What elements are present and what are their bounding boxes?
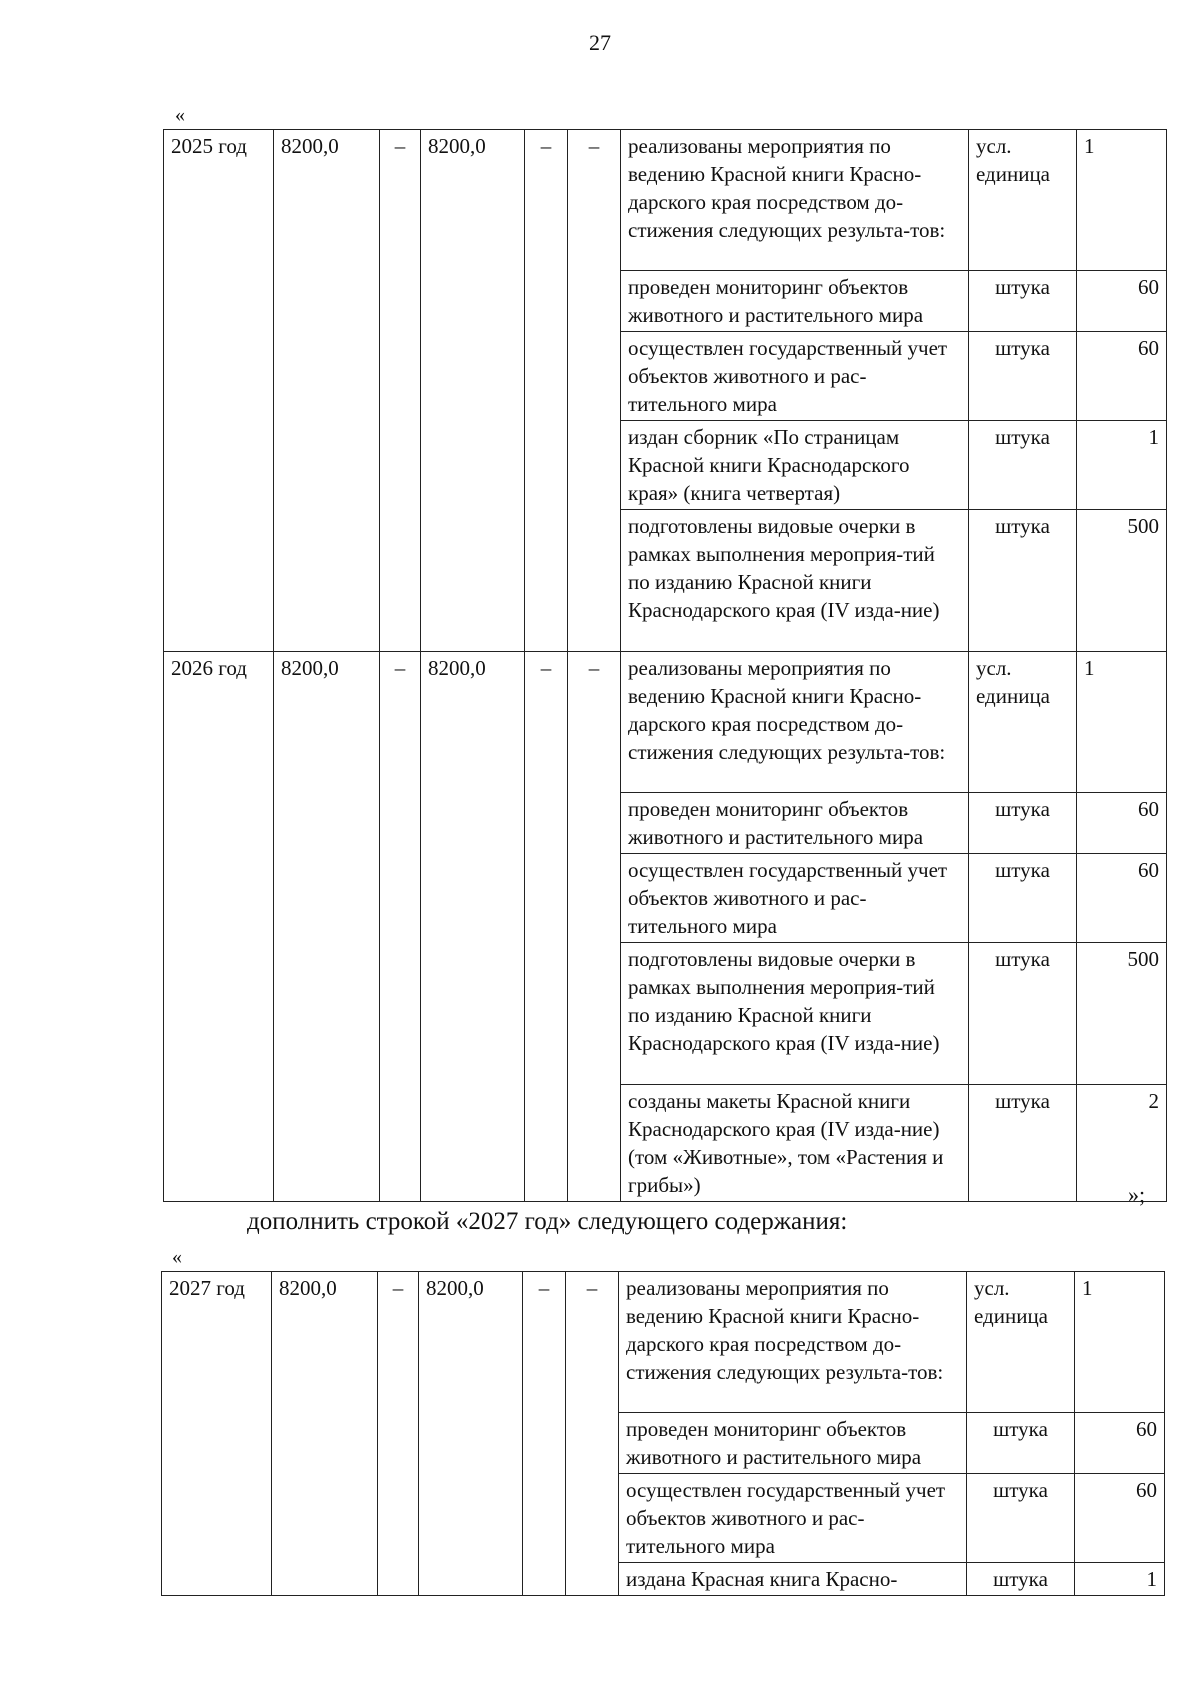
total-cell: 8200,0 bbox=[274, 130, 380, 652]
result-text-cell: подготовлены видовые очерки в рамках выполнения мероприя-тий по изданию Красной книги Краснодарского края (IV изда-ние) bbox=[621, 510, 969, 652]
amount-cell: – bbox=[525, 652, 568, 1202]
amount-cell: 8200,0 bbox=[421, 652, 525, 1202]
amendment-instruction: дополнить строкой «2027 год» следующего содержания: bbox=[247, 1208, 848, 1235]
amount-cell: – bbox=[523, 1272, 566, 1596]
result-text-cell: реализованы мероприятия по ведению Красной книги Красно-дарского края посредством до-стижения следующих результа-тов: bbox=[621, 652, 969, 793]
unit-cell: усл. единица bbox=[969, 652, 1077, 793]
unit-cell: штука bbox=[969, 510, 1077, 652]
result-text-cell: проведен мониторинг объектов животного и растительного мира bbox=[619, 1413, 967, 1474]
value-cell: 60 bbox=[1075, 1413, 1165, 1474]
value-cell: 60 bbox=[1077, 793, 1167, 854]
table-row bbox=[162, 1272, 1165, 1413]
amount-cell: – bbox=[380, 652, 421, 1202]
value-cell: 1 bbox=[1077, 421, 1167, 510]
opening-quote-mark: « bbox=[175, 104, 185, 126]
unit-cell: штука bbox=[969, 271, 1077, 332]
unit-cell: штука bbox=[969, 1085, 1077, 1202]
result-text-cell: издан сборник «По страницам Красной книги Краснодарского края» (книга четвертая) bbox=[621, 421, 969, 510]
budget-table-2025-2026 bbox=[163, 129, 1167, 1202]
total-cell: 8200,0 bbox=[274, 652, 380, 1202]
result-text-cell: созданы макеты Красной книги Краснодарского края (IV изда-ние) (том «Животные», том «Растения и грибы») bbox=[621, 1085, 969, 1202]
value-cell: 500 bbox=[1077, 510, 1167, 652]
value-cell: 60 bbox=[1077, 332, 1167, 421]
result-text-cell: осуществлен государственный учет объектов животного и рас-тительного мира bbox=[621, 332, 969, 421]
value-cell: 60 bbox=[1077, 854, 1167, 943]
amount-cell: – bbox=[568, 652, 621, 1202]
result-text-cell: осуществлен государственный учет объектов животного и рас-тительного мира bbox=[619, 1474, 967, 1563]
value-cell: 500 bbox=[1077, 943, 1167, 1085]
table-row bbox=[164, 652, 1167, 793]
amount-cell: – bbox=[525, 130, 568, 652]
opening-quote-mark: « bbox=[172, 1246, 182, 1268]
result-text-cell: осуществлен государственный учет объектов животного и рас-тительного мира bbox=[621, 854, 969, 943]
closing-quote-mark: »; bbox=[1128, 1182, 1146, 1207]
unit-cell: штука bbox=[969, 793, 1077, 854]
result-text-cell: проведен мониторинг объектов животного и растительного мира bbox=[621, 271, 969, 332]
value-cell: 2 bbox=[1077, 1085, 1167, 1202]
unit-cell: штука bbox=[967, 1563, 1075, 1596]
table-row bbox=[164, 130, 1167, 271]
value-cell: 60 bbox=[1077, 271, 1167, 332]
amount-cell: – bbox=[380, 130, 421, 652]
result-text-cell: издана Красная книга Красно- bbox=[619, 1563, 967, 1596]
result-text-cell: подготовлены видовые очерки в рамках выполнения мероприя-тий по изданию Красной книги Краснодарского края (IV изда-ние) bbox=[621, 943, 969, 1085]
budget-table-2027 bbox=[161, 1271, 1165, 1596]
value-cell: 60 bbox=[1075, 1474, 1165, 1563]
unit-cell: штука bbox=[967, 1474, 1075, 1563]
unit-cell: штука bbox=[969, 421, 1077, 510]
amount-cell: 8200,0 bbox=[421, 130, 525, 652]
value-cell: 1 bbox=[1075, 1563, 1165, 1596]
amount-cell: – bbox=[566, 1272, 619, 1596]
amount-cell: 8200,0 bbox=[419, 1272, 523, 1596]
year-cell: 2025 год bbox=[164, 130, 274, 652]
unit-cell: штука bbox=[969, 854, 1077, 943]
unit-cell: штука bbox=[969, 943, 1077, 1085]
year-cell: 2027 год bbox=[162, 1272, 272, 1596]
value-cell: 1 bbox=[1077, 130, 1167, 271]
amount-cell: – bbox=[378, 1272, 419, 1596]
value-cell: 1 bbox=[1077, 652, 1167, 793]
result-text-cell: проведен мониторинг объектов животного и растительного мира bbox=[621, 793, 969, 854]
year-cell: 2026 год bbox=[164, 652, 274, 1202]
value-cell: 1 bbox=[1075, 1272, 1165, 1413]
result-text-cell: реализованы мероприятия по ведению Красной книги Красно-дарского края посредством до-стижения следующих результа-тов: bbox=[621, 130, 969, 271]
page-number: 27 bbox=[589, 30, 611, 55]
unit-cell: штука bbox=[969, 332, 1077, 421]
unit-cell: усл. единица bbox=[967, 1272, 1075, 1413]
total-cell: 8200,0 bbox=[272, 1272, 378, 1596]
result-text-cell: реализованы мероприятия по ведению Красной книги Красно-дарского края посредством до-стижения следующих результа-тов: bbox=[619, 1272, 967, 1413]
unit-cell: усл. единица bbox=[969, 130, 1077, 271]
amount-cell: – bbox=[568, 130, 621, 652]
unit-cell: штука bbox=[967, 1413, 1075, 1474]
